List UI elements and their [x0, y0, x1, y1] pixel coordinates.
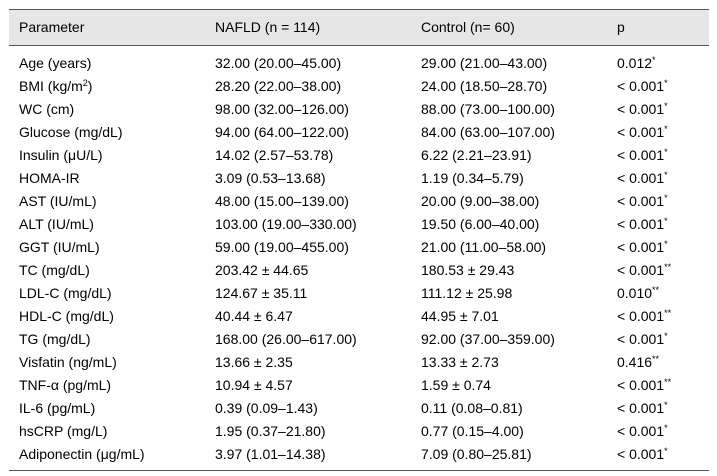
header-control: Control (n= 60): [411, 10, 607, 46]
cell-nafld: 168.00 (26.00–617.00): [215, 331, 357, 347]
header-p: p: [607, 10, 709, 46]
comparison-table: [9, 9, 709, 471]
cell-nafld: 14.02 (2.57–53.78): [215, 147, 334, 163]
p-value: < 0.001: [617, 216, 665, 232]
p-value: 0.416: [617, 354, 653, 370]
cell-control: 44.95 ± 7.01: [421, 308, 499, 324]
parameter-label: HOMA-IR: [19, 170, 80, 186]
cell-nafld: 32.00 (20.00–45.00): [215, 55, 342, 71]
p-significance-mark: *: [664, 446, 668, 456]
p-significance-mark: *: [664, 101, 668, 111]
cell-p: [607, 144, 709, 167]
cell-control: 24.00 (18.50–28.70): [421, 78, 548, 94]
parameter-label: hsCRP (mg/L): [19, 423, 108, 439]
header-parameter: Parameter: [9, 10, 205, 46]
p-value: < 0.001: [617, 101, 665, 117]
p-value: < 0.001: [617, 124, 665, 140]
cell-nafld: 13.66 ± 2.35: [215, 354, 293, 370]
cell-nafld: 103.00 (19.00–330.00): [215, 216, 357, 232]
cell-control: 1.19 (0.34–5.79): [421, 170, 524, 186]
cell-control: 21.00 (11.00–58.00): [421, 239, 547, 255]
table-row: [9, 259, 709, 282]
cell-nafld: 40.44 ± 6.47: [215, 308, 293, 324]
p-value: 0.012: [617, 55, 653, 71]
p-significance-mark: *: [664, 239, 668, 249]
table-row: [9, 443, 709, 471]
cell-p: [607, 75, 709, 98]
cell-parameter: [9, 75, 205, 98]
p-significance-mark: *: [652, 55, 656, 65]
cell-nafld: 10.94 ± 4.57: [215, 377, 293, 393]
header-nafld: NAFLD (n = 114): [205, 10, 411, 46]
cell-control: 20.00 (9.00–38.00): [421, 193, 540, 209]
p-significance-mark: *: [664, 193, 668, 203]
cell-parameter: [9, 121, 205, 144]
p-significance-mark: *: [664, 400, 668, 410]
cell-nafld: 48.00 (15.00–139.00): [215, 193, 349, 209]
p-significance-mark: *: [664, 124, 668, 134]
p-value: < 0.001: [617, 423, 665, 439]
parameter-label-tail: ): [87, 78, 93, 94]
p-value: < 0.001: [617, 308, 665, 324]
p-value: < 0.001: [617, 170, 665, 186]
cell-p: [607, 259, 709, 282]
cell-p: [607, 420, 709, 443]
cell-parameter: [9, 144, 205, 167]
parameter-label: Age (years): [19, 55, 92, 71]
table-row: [9, 328, 709, 351]
data-table-container: [9, 9, 709, 471]
parameter-label: Glucose (mg/dL): [19, 124, 123, 140]
table-row: [9, 282, 709, 305]
cell-nafld: 203.42 ± 44.65: [215, 262, 309, 278]
p-significance-mark: *: [664, 216, 668, 226]
table-row: [9, 167, 709, 190]
cell-p: [607, 167, 709, 190]
parameter-label: AST (IU/mL): [19, 193, 97, 209]
p-significance-mark: **: [664, 262, 672, 272]
cell-parameter: [9, 190, 205, 213]
cell-p: [607, 213, 709, 236]
cell-nafld: 3.97 (1.01–14.38): [205, 443, 411, 471]
cell-nafld: 124.67 ± 35.11: [215, 285, 308, 301]
cell-parameter: [9, 167, 205, 190]
parameter-label: TC (mg/dL): [19, 262, 90, 278]
cell-p: [607, 328, 709, 351]
table-row: [9, 144, 709, 167]
parameter-label: WC (cm): [19, 101, 75, 117]
cell-nafld: 98.00 (32.00–126.00): [215, 101, 349, 117]
cell-control: 88.00 (73.00–100.00): [421, 101, 555, 117]
cell-control: 180.53 ± 29.43: [421, 262, 515, 278]
cell-parameter: [9, 397, 205, 420]
table-header-row: [9, 10, 709, 46]
table-row: [9, 374, 709, 397]
p-significance-mark: *: [664, 147, 668, 157]
cell-parameter: [9, 236, 205, 259]
cell-nafld: 0.39 (0.09–1.43): [215, 400, 318, 416]
cell-nafld: 94.00 (64.00–122.00): [215, 124, 349, 140]
table-row: [9, 46, 709, 76]
cell-control: 6.22 (2.21–23.91): [421, 147, 532, 163]
parameter-label: ALT (IU/mL): [19, 216, 94, 232]
p-value: < 0.001: [617, 193, 665, 209]
p-significance-mark: *: [664, 78, 668, 88]
cell-p: [607, 351, 709, 374]
cell-control: 84.00 (63.00–107.00): [421, 124, 555, 140]
p-significance-mark: **: [652, 285, 660, 295]
p-value: < 0.001: [617, 239, 665, 255]
cell-control: 7.09 (0.80–25.81): [411, 443, 607, 471]
cell-nafld: 59.00 (19.00–455.00): [215, 239, 349, 255]
cell-nafld: 3.09 (0.53–13.68): [215, 170, 326, 186]
cell-control: 111.12 ± 25.98: [421, 285, 513, 301]
p-value: < 0.001: [617, 446, 665, 462]
cell-p: [607, 98, 709, 121]
p-value: < 0.001: [617, 78, 665, 94]
cell-p: [607, 374, 709, 397]
cell-parameter: [9, 420, 205, 443]
cell-nafld: 1.95 (0.37–21.80): [215, 423, 326, 439]
table-row: [9, 190, 709, 213]
cell-p: [607, 46, 709, 76]
p-significance-mark: **: [664, 377, 672, 387]
parameter-label: BMI (kg/m: [19, 78, 83, 94]
cell-control: 19.50 (6.00–40.00): [421, 216, 540, 232]
cell-control: 0.77 (0.15–4.00): [421, 423, 524, 439]
parameter-label: TG (mg/dL): [19, 331, 91, 347]
cell-parameter: [9, 351, 205, 374]
cell-parameter: [9, 443, 205, 471]
table-row: [9, 98, 709, 121]
parameter-label: LDL-C (mg/dL): [19, 285, 112, 301]
cell-p: [607, 190, 709, 213]
p-significance-mark: *: [664, 423, 668, 433]
cell-control: 1.59 ± 0.74: [421, 377, 491, 393]
p-significance-mark: *: [664, 331, 668, 341]
cell-control: 0.11 (0.08–0.81): [421, 400, 523, 416]
p-value: 0.010: [617, 285, 653, 301]
table-row: [9, 397, 709, 420]
table-row: [9, 75, 709, 98]
cell-parameter: [9, 305, 205, 328]
parameter-label: IL-6 (pg/mL): [19, 400, 96, 416]
parameter-superscript: 2: [82, 78, 88, 88]
p-significance-mark: **: [652, 354, 660, 364]
p-significance-mark: **: [664, 308, 672, 318]
table-row: [9, 236, 709, 259]
parameter-label: Adiponectin (μg/mL): [19, 446, 145, 462]
cell-parameter: [9, 98, 205, 121]
table-row: [9, 305, 709, 328]
p-value: < 0.001: [617, 377, 665, 393]
parameter-label: Visfatin (ng/mL): [19, 354, 117, 370]
p-significance-mark: *: [664, 170, 668, 180]
p-value: < 0.001: [617, 147, 665, 163]
cell-p: [607, 282, 709, 305]
cell-p: [607, 305, 709, 328]
p-value: < 0.001: [617, 262, 665, 278]
table-row: [9, 213, 709, 236]
cell-parameter: [9, 46, 205, 76]
table-row: [9, 420, 709, 443]
cell-nafld: 28.20 (22.00–38.00): [215, 78, 342, 94]
cell-control: 92.00 (37.00–359.00): [421, 331, 555, 347]
table-row: [9, 121, 709, 144]
cell-control: 29.00 (21.00–43.00): [421, 55, 548, 71]
table-body: [9, 46, 709, 471]
cell-parameter: [9, 328, 205, 351]
parameter-label: Insulin (μU/L): [19, 147, 103, 163]
cell-p: [607, 121, 709, 144]
cell-p: [607, 443, 709, 471]
cell-control: 13.33 ± 2.73: [421, 354, 499, 370]
parameter-label: GGT (IU/mL): [19, 239, 100, 255]
cell-parameter: [9, 282, 205, 305]
p-value: < 0.001: [617, 331, 665, 347]
cell-parameter: [9, 213, 205, 236]
cell-parameter: [9, 374, 205, 397]
cell-parameter: [9, 259, 205, 282]
p-value: < 0.001: [617, 400, 665, 416]
parameter-label: TNF-α (pg/mL): [19, 377, 112, 393]
cell-p: [607, 397, 709, 420]
cell-p: [607, 236, 709, 259]
parameter-label: HDL-C (mg/dL): [19, 308, 114, 324]
table-row: [9, 351, 709, 374]
